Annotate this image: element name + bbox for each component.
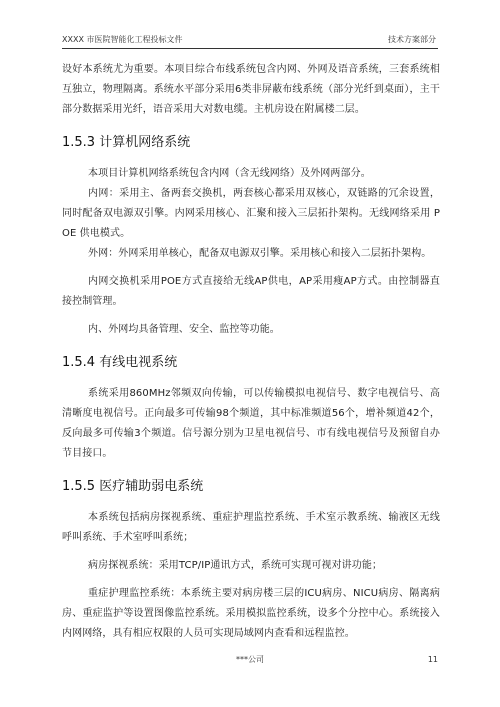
- page-header: [62, 34, 438, 49]
- cable-tv-paragraph: 系统采用860MHz邻频双向传输，可以传输模拟电视信号、数字电视信号、高清晰度电视信号。正向最多可传输98个频道，其中标准频道56个，增补频道42个，反向最多可传输3个频道。信号源分别为卫星电视信号、市有线电视信号及预留自办节目接口。: [62, 388, 440, 459]
- section-heading-network: 1.5.3 计算机网络系统: [62, 135, 191, 150]
- network-paragraph-2: 内网：采用主、备两套交换机，两套核心都采用双核心，双链路的冗余设置，同时配备双电源双引擎。内网采用核心、汇聚和接入三层拓扑架构。无线网络采用 POE 供电模式。: [62, 188, 440, 239]
- header-section-name: 技术方案部分: [388, 35, 436, 44]
- network-paragraph-5: 内、外网均具备管理、安全、监控等功能。: [88, 324, 280, 335]
- medical-aux-paragraph-1: 本系统包括病房探视系统、重症护理监控系统、手术室示教系统、输液区无线呼叫系统、手术室呼叫系统；: [62, 512, 440, 543]
- header-doc-title: XXXX 市医院智能化工程投标文件: [62, 35, 183, 44]
- medical-aux-paragraph-3: 重症护理监控系统：本系统主要对病房楼三层的ICU病房、NICU病房、隔离病房、重症监护等设置图像监控系统。采用模拟监控系统，设多个分控中心。系统接入内网网络，具有相应权限的人员可实现局域网内查看和远程监控。: [62, 588, 440, 639]
- network-paragraph-4: 内网交换机采用POE方式直接给无线AP供电，AP采用瘦AP方式。由控制器直接控制管理。: [62, 276, 440, 307]
- page-number: 11: [427, 655, 438, 664]
- section-heading-cable-tv: 1.5.4 有线电视系统: [62, 355, 178, 370]
- intro-paragraph: 设好本系统尤为重要。本项目综合布线系统包含内网、外网及语音系统，三套系统相互独立，物理隔离。系统水平部分采用6类非屏蔽布线系统（部分光纤到桌面），主干部分数据采用光纤，语音采用大对数电缆。主机房设在附属楼二层。: [62, 64, 440, 115]
- network-paragraph-1: 本项目计算机网络系统包含内网（含无线网络）及外网两部分。: [88, 168, 371, 179]
- footer-company: ***公司: [236, 655, 264, 664]
- page-footer: [62, 654, 438, 666]
- medical-aux-paragraph-2: 病房探视系统：采用TCP/IP通讯方式，系统可实现可视对讲功能；: [88, 560, 383, 571]
- network-paragraph-3: 外网：外网采用单核心，配备双电源双引擎。采用核心和接入二层拓扑架构。: [88, 248, 432, 259]
- page-body: [62, 60, 440, 644]
- section-heading-medical-aux: 1.5.5 医疗辅助弱电系统: [62, 479, 204, 494]
